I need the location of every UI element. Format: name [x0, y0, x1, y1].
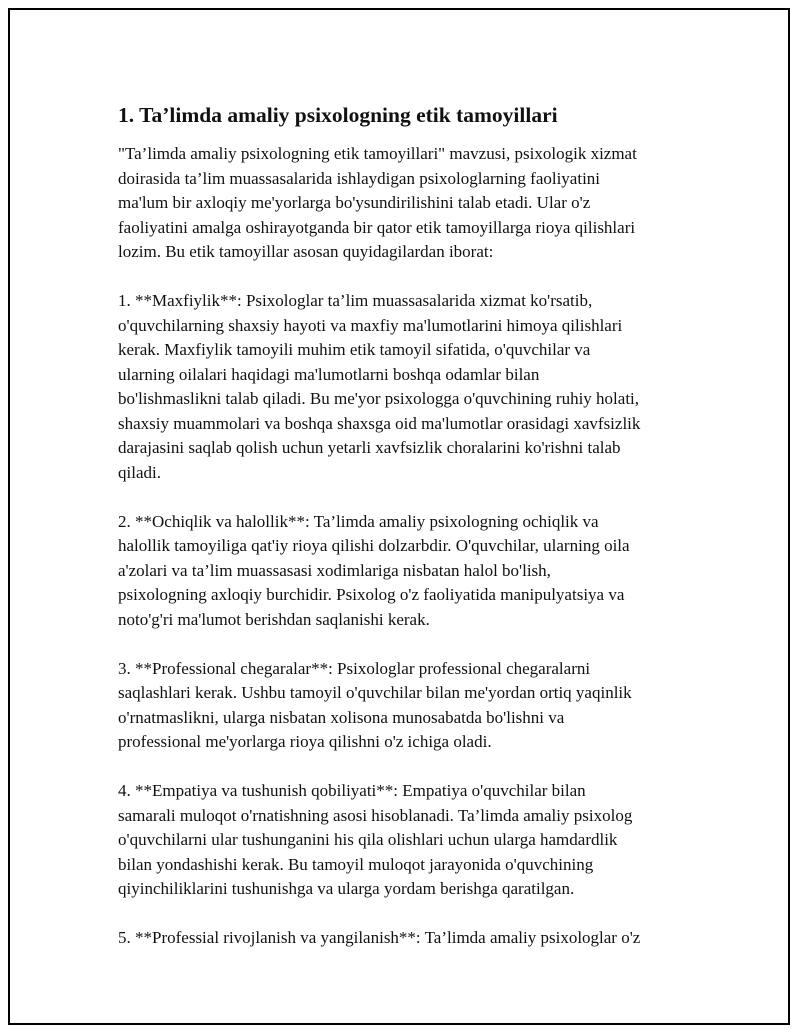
text-line: "Ta’limda amaliy psixologning etik tamoyillari" mavzusi, psixologik xizmat	[118, 144, 637, 163]
text-line: qiyinchiliklarini tushunishga va ularga yordam berishga qaratilgan.	[118, 879, 575, 898]
text-line: halollik tamoyiliga qat'iy rioya qilishi dolzarbdir. O'quvchilar, ularning oila	[118, 536, 630, 555]
text-line: o'quvchilarni ular tushunganini his qila olishlari uchun ularga hamdardlik	[118, 830, 618, 849]
text-line: 5. **Professial rivojlanish va yangilanish**: Ta’limda amaliy psixologlar o'z	[118, 928, 641, 947]
document-content	[118, 100, 708, 975]
text-line: noto'g'ri ma'lumot berishdan saqlanishi kerak.	[118, 609, 430, 629]
text-line: bilan yondashishi kerak. Bu tamoyil muloqot jarayonida o'quvchining	[118, 854, 594, 874]
text-line: bo'lishmaslikni talab qiladi. Bu me'yor psixologga o'quvchining ruhiy holati,	[118, 389, 640, 408]
text-line: professional me'yorlarga rioya qilishni o'z ichiga oladi.	[118, 732, 492, 751]
text-line: 2. **Ochiqlik va halollik**: Ta’limda amaliy psixologning ochiqlik va	[118, 511, 599, 531]
text-line: samarali muloqot o'rnatishning asosi hisoblanadi. Ta’limda amaliy psixolog	[118, 805, 633, 825]
list-item-paragraph	[118, 289, 708, 485]
text-line: faoliyatini amalga oshirayotganda bir qator etik tamoyillarga rioya qilishlari	[118, 217, 636, 237]
text-line: 1. **Maxfiylik**: Psixologlar ta’lim muassasalarida xizmat ko'rsatib,	[118, 291, 593, 310]
text-line: qiladi.	[118, 462, 161, 482]
section-heading: 1. Ta’limda amaliy psixologning etik tamoyillari	[118, 103, 558, 127]
text-line: a'zolari va ta’lim muassasasi xodimlariga nisbatan halol bo'lish,	[118, 560, 551, 580]
text-line: darajasini saqlab qolish uchun yetarli xavfsizlik choralarini ko'rishni talab	[118, 438, 621, 457]
text-line: 4. **Empatiya va tushunish qobiliyati**: Empatiya o'quvchilar bilan	[118, 781, 586, 800]
page-frame	[8, 8, 790, 1025]
text-line: lozim. Bu etik tamoyillar asosan quyidagilardan iborat:	[118, 242, 494, 261]
text-line: doirasida ta’lim muassasalarida ishlaydigan psixologlarning faoliyatini	[118, 168, 601, 188]
text-line: o'quvchilarning shaxsiy hayoti va maxfiy ma'lumotlarini himoya qilishlari	[118, 315, 623, 335]
text-line: ma'lum bir axloqiy me'yorlarga bo'ysundirilishini talab etadi. Ular o'z	[118, 193, 591, 212]
intro-paragraph	[118, 142, 708, 265]
text-line: 3. **Professional chegaralar**: Psixologlar professional chegaralarni	[118, 658, 591, 678]
text-line: psixologning axloqiy burchidir. Psixolog o'z faoliyatida manipulyatsiya va	[118, 585, 625, 604]
text-line: shaxsiy muammolari va boshqa shaxsga oid ma'lumotlar orasidagi xavfsizlik	[118, 413, 641, 433]
list-item-paragraph	[118, 510, 708, 633]
list-item-paragraph	[118, 926, 708, 951]
list-item-paragraph	[118, 779, 708, 902]
text-line: o'rnatmaslikni, ularga nisbatan xolisona munosabatda bo'lishni va	[118, 707, 565, 727]
text-line: kerak. Maxfiylik tamoyili muhim etik tamoyil sifatida, o'quvchilar va	[118, 340, 591, 359]
list-item-paragraph	[118, 657, 708, 755]
text-line: ularning oilalari haqidagi ma'lumotlarni boshqa odamlar bilan	[118, 364, 540, 384]
text-line: saqlashlari kerak. Ushbu tamoyil o'quvchilar bilan me'yordan ortiq yaqinlik	[118, 683, 632, 702]
